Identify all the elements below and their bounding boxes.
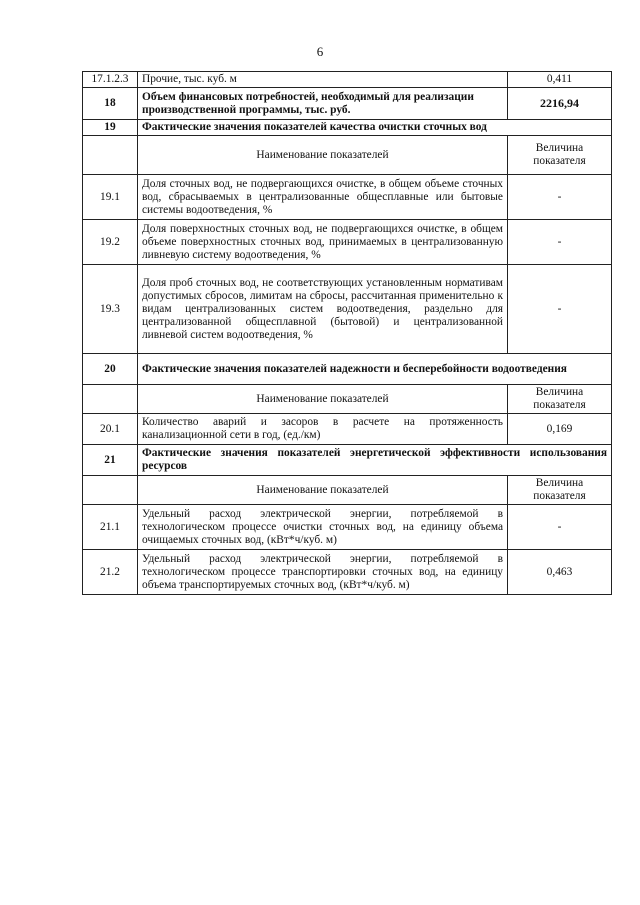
section-row: [83, 120, 612, 136]
column-header-name: Наименование показателей: [138, 476, 508, 505]
section-title: Фактические значения показателей качества очистки сточных вод: [138, 120, 612, 136]
row-text: Объем финансовых потребностей, необходимый для реализации производственной программы, тыс. руб.: [138, 88, 508, 120]
row-number: 19.3: [83, 265, 138, 354]
column-header-row: [83, 476, 612, 505]
row-text: Доля проб сточных вод, не соответствующих установленным нормативам допустимых сбросов, лимитам на сбросы, рассчитанная применительно к видам централизованных систем водоотведения, раздельно для централизованной общесплавной (бытовой) и централизованной ливневой систем водоотведения, %: [138, 265, 508, 354]
row-value: 0,463: [508, 550, 612, 595]
row-text: Доля сточных вод, не подвергающихся очистке, в общем объеме сточных вод, сбрасываемых в централизованные общесплавные или бытовые системы водоотведения, %: [138, 175, 508, 220]
section-title: Фактические значения показателей энергетической эффективности использования ресурсов: [138, 445, 612, 476]
row-number: 21.1: [83, 505, 138, 550]
table-row: [83, 88, 612, 120]
table-row: [83, 550, 612, 595]
row-value: -: [508, 175, 612, 220]
section-number: 21: [83, 445, 138, 476]
row-value: -: [508, 505, 612, 550]
column-header-name: Наименование показателей: [138, 385, 508, 414]
section-number: 20: [83, 354, 138, 385]
row-value: 0,169: [508, 414, 612, 445]
column-header-value: Величина показателя: [508, 476, 612, 505]
row-value: 0,411: [508, 72, 612, 88]
row-text: Удельный расход электрической энергии, потребляемой в технологическом процессе очистки сточных вод, на единицу объема очищаемых сточных вод, (кВт*ч/куб. м): [138, 505, 508, 550]
column-header-name: Наименование показателей: [138, 136, 508, 175]
column-header-value: Величина показателя: [508, 385, 612, 414]
table-row: [83, 220, 612, 265]
table-row: [83, 265, 612, 354]
row-text: Прочие, тыс. куб. м: [138, 72, 508, 88]
row-value: -: [508, 265, 612, 354]
table-row: [83, 505, 612, 550]
row-text: Доля поверхностных сточных вод, не подвергающихся очистке, в общем объеме поверхностных сточных вод, принимаемых в централизованную ливневую систему водоотведения, %: [138, 220, 508, 265]
table-row: [83, 414, 612, 445]
indicators-table: [82, 71, 612, 595]
column-header-row: [83, 385, 612, 414]
row-text: Удельный расход электрической энергии, потребляемой в технологическом процессе транспортировки сточных вод, на единицу объема транспортируемых сточных вод, (кВт*ч/куб. м): [138, 550, 508, 595]
row-number: 20.1: [83, 414, 138, 445]
section-row: [83, 354, 612, 385]
row-number: 18: [83, 88, 138, 120]
row-number: 17.1.2.3: [83, 72, 138, 88]
row-value: 2216,94: [508, 88, 612, 120]
row-text: Количество аварий и засоров в расчете на протяженность канализационной сети в год, (ед./км): [138, 414, 508, 445]
section-title: Фактические значения показателей надежности и бесперебойности водоотведения: [138, 354, 612, 385]
table-row: [83, 175, 612, 220]
section-row: [83, 445, 612, 476]
section-number: 19: [83, 120, 138, 136]
table-row: [83, 72, 612, 88]
row-number: 19.2: [83, 220, 138, 265]
page-number: 6: [316, 44, 324, 59]
row-number: 21.2: [83, 550, 138, 595]
row-number: 19.1: [83, 175, 138, 220]
row-value: -: [508, 220, 612, 265]
column-header-row: [83, 136, 612, 175]
column-header-value: Величина показателя: [508, 136, 612, 175]
